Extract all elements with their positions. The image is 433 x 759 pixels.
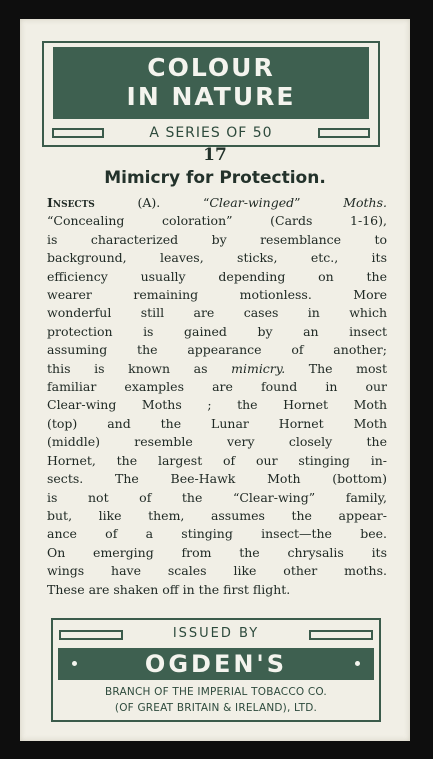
series-title-line1: COLOUR: [147, 53, 275, 82]
heading-mid: (A). “: [94, 195, 210, 210]
description-line-mimicry: [47, 360, 387, 378]
card-number: 17: [203, 145, 227, 165]
description-line: background, leaves, sticks, etc., its: [47, 250, 387, 266]
cigarette-card: [20, 19, 410, 741]
description-line: is characterized by resemblance to: [47, 231, 387, 247]
description-line: wearer remaining motionless. More: [47, 287, 387, 303]
footer-band: [58, 648, 374, 680]
description-line: (middle) resemble very closely the: [47, 434, 387, 450]
card-description: [47, 194, 387, 599]
description-line: wonderful still are cases in which: [47, 305, 387, 321]
decorative-bar-right: [318, 128, 370, 138]
description-line: but, like them, assumes the appear-: [47, 507, 387, 523]
description-line: On emerging from the chrysalis its: [47, 544, 387, 560]
mimicry-pre: this is known as: [47, 360, 232, 376]
description-line: assuming the appearance of another;: [47, 342, 387, 358]
description-line: (top) and the Lunar Hornet Moth: [47, 415, 387, 431]
series-count: A SERIES OF 50: [149, 125, 273, 141]
card-title: Mimicry for Protection.: [104, 168, 326, 188]
heading-italic: Clear-winged: [209, 195, 295, 210]
footer-panel: [51, 618, 381, 722]
header-band: [48, 47, 374, 119]
company-country-line: (OF GREAT BRITAIN & IRELAND), LTD.: [114, 702, 318, 714]
description-line: “Concealing coloration” (Cards 1-16),: [47, 213, 387, 229]
series-title-line2: IN NATURE: [126, 82, 296, 111]
description-line: Clear-wing Moths ; the Hornet Moth: [47, 397, 387, 413]
heading-prefix: Insects: [47, 195, 95, 210]
header-panel: [42, 41, 380, 147]
description-line: efficiency usually depending on the: [47, 268, 387, 284]
decorative-bar-left: [52, 128, 104, 138]
decorative-bar-right: [309, 630, 373, 640]
company-name: OGDEN'S: [144, 650, 288, 678]
issued-by-label: ISSUED BY: [172, 626, 260, 641]
company-branch-line: BRANCH OF THE IMPERIAL TOBACCO CO.: [105, 686, 327, 698]
description-line: protection is gained by an insect: [47, 323, 387, 339]
description-line: wings have scales like other moths.: [47, 563, 387, 579]
mimicry-post: The most: [285, 360, 387, 376]
series-row: [48, 123, 374, 143]
description-heading: [47, 194, 387, 212]
description-line: sects. The Bee-Hawk Moth (bottom): [47, 471, 387, 487]
description-line: ance of a stinging insect—the bee.: [47, 526, 387, 542]
heading-moths: Moths.: [343, 195, 387, 210]
description-line: is not of the “Clear-wing” family,: [47, 489, 387, 505]
dot-ornament-right: [355, 661, 360, 666]
heading-end: ”: [294, 195, 344, 210]
description-line: familiar examples are found in our: [47, 379, 387, 395]
description-line: Hornet, the largest of our stinging in-: [47, 452, 387, 468]
description-line: These are shaken off in the first flight.: [47, 581, 291, 597]
mimicry-word: mimicry.: [231, 360, 286, 376]
